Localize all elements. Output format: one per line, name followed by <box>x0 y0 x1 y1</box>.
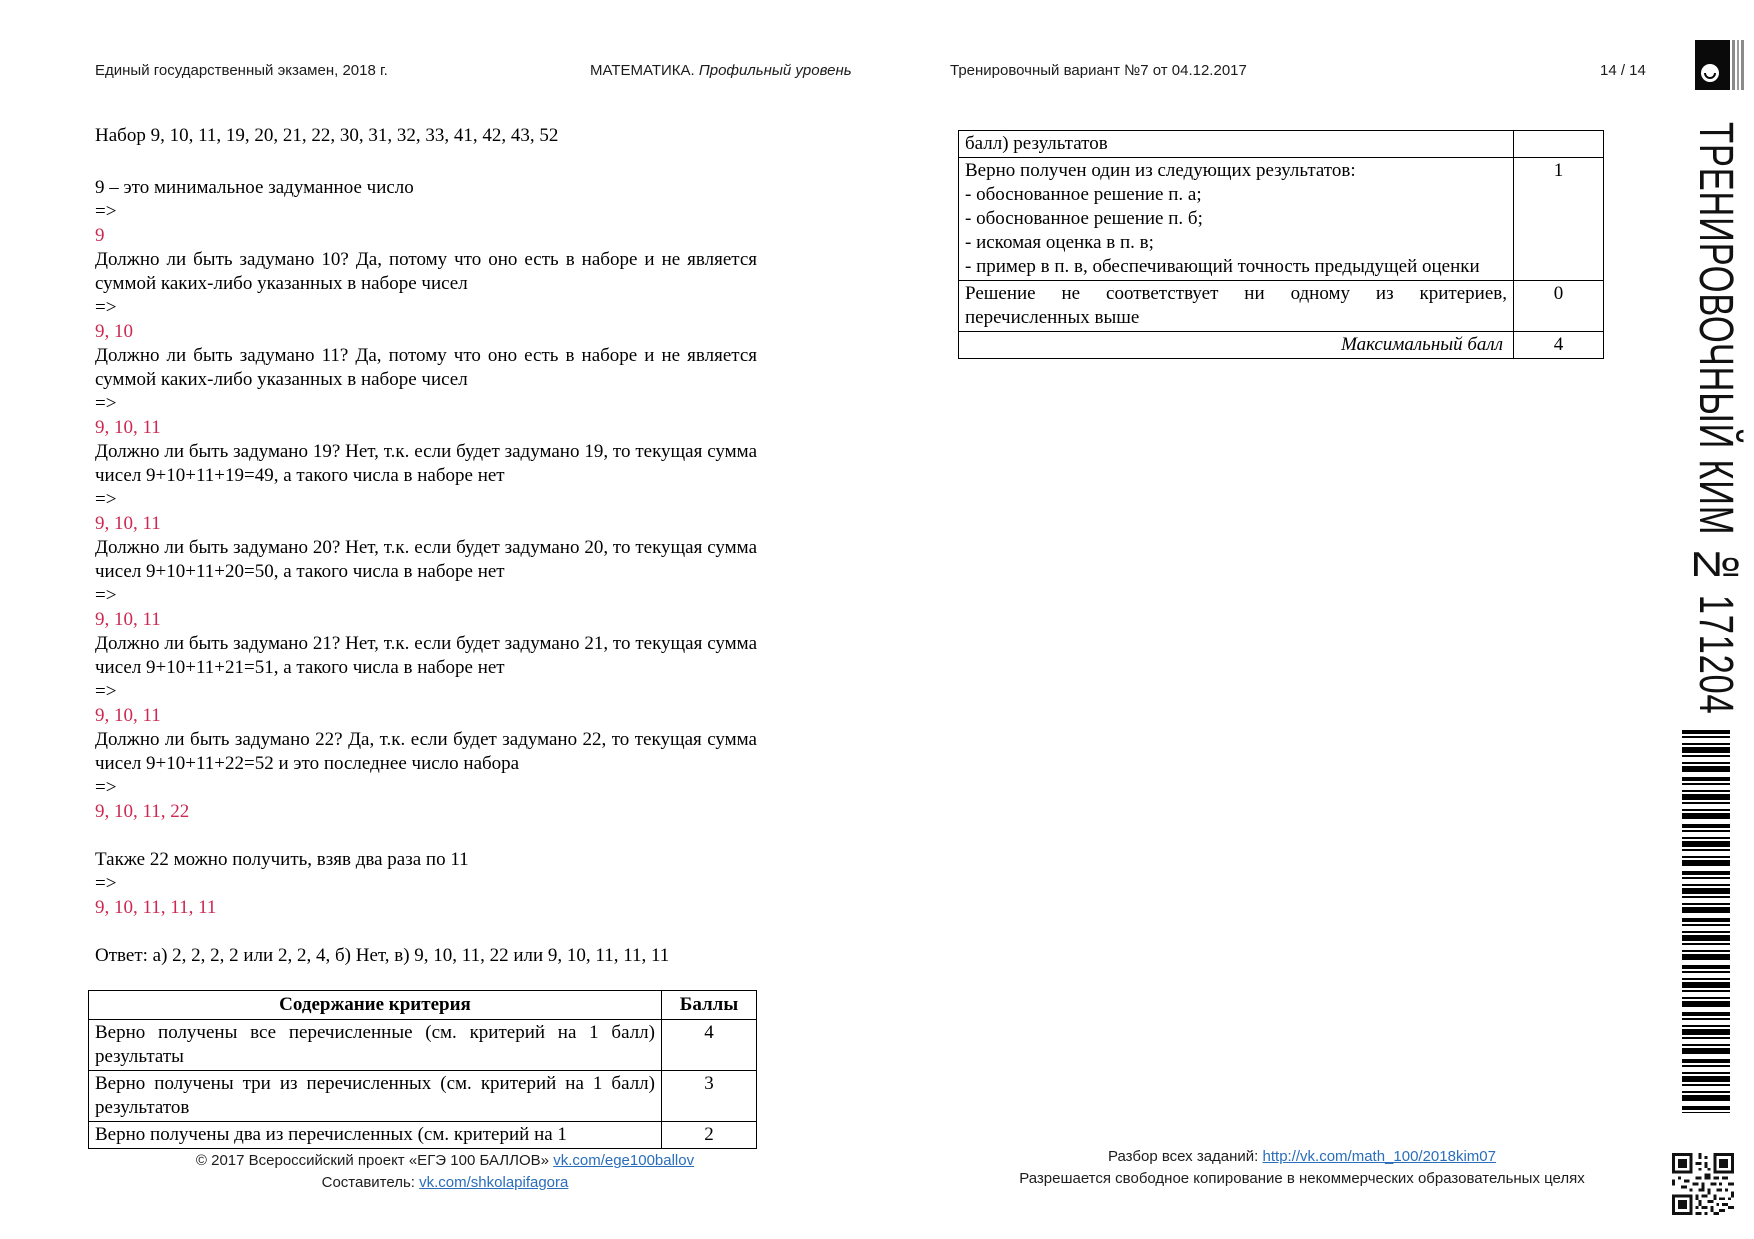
blank-line <box>95 824 757 848</box>
footer-copyright-line <box>110 1150 780 1172</box>
score-cell: 4 <box>662 1020 757 1071</box>
arrow-line: => <box>95 873 117 894</box>
criterion-cell: Верно получены три из перечисленных (см. критерий на 1 балл) результатов <box>89 1071 662 1122</box>
step-text: Должно ли быть задумано 10? Да, потому что оно есть в наборе и не является суммой каких-либо указанных в наборе чисел <box>95 249 757 294</box>
step-text: Должно ли быть задумано 19? Нет, т.к. если будет задумано 19, то текущая сумма чисел 9+10+11+19=49, а такого числа в наборе нет <box>95 441 757 486</box>
step-text: Должно ли быть задумано 21? Нет, т.к. если будет задумано 21, то текущая сумма чисел 9+10+11+21=51, а такого числа в наборе нет <box>95 633 757 678</box>
footer-left <box>110 1150 780 1194</box>
step-text: Должно ли быть задумано 22? Да, т.к. если будет задумано 22, то текущая сумма чисел 9+10+11+22=52 и это последнее число набора <box>95 729 757 774</box>
step-text: 9 – это минимальное задуманное число <box>95 177 414 198</box>
step-text: Должно ли быть задумано 20? Нет, т.к. если будет задумано 20, то текущая сумма чисел 9+10+11+20=50, а такого числа в наборе нет <box>95 537 757 582</box>
step-result: 9, 10, 11 <box>95 417 161 438</box>
footer-solutions-line <box>972 1146 1632 1168</box>
footer-group-link[interactable]: vk.com/ege100ballov <box>553 1152 695 1169</box>
table-row <box>89 1122 757 1149</box>
criteria-header-cell: Содержание критерия <box>89 991 662 1020</box>
criterion-line: - искомая оценка в п. в; <box>965 232 1154 253</box>
criterion-line: - обоснованное решение п. б; <box>965 208 1203 229</box>
score-cell: 3 <box>662 1071 757 1122</box>
arrow-line: => <box>95 489 117 510</box>
step-result: 9, 10, 11 <box>95 705 161 726</box>
criterion-line: - обоснованное решение п. а; <box>965 184 1202 205</box>
table-row <box>959 131 1604 158</box>
number-set-line: Набор 9, 10, 11, 19, 20, 21, 22, 30, 31, 32, 33, 41, 42, 43, 52 <box>95 125 559 146</box>
score-cell <box>1514 131 1604 158</box>
blank-line <box>95 920 757 944</box>
criteria-table-right <box>958 130 1604 359</box>
footer-solutions-text: Разбор всех заданий: <box>1108 1148 1263 1165</box>
header-subject-name: МАТЕМАТИКА. <box>590 62 695 79</box>
header-subject <box>590 62 852 79</box>
criteria-table-left <box>88 990 757 1149</box>
criterion-line: - пример в п. в, обеспечивающий точность предыдущей оценки <box>965 256 1480 277</box>
sidebar-vertical-label: ТРЕНИРОВОЧНЫЙ КИМ № 171204 <box>1689 122 1742 715</box>
footer-author-link[interactable]: vk.com/shkolapifagora <box>419 1174 569 1191</box>
arrow-line: => <box>95 585 117 606</box>
footer-solutions-link[interactable]: http://vk.com/math_100/2018kim07 <box>1262 1148 1496 1165</box>
table-row <box>89 1020 757 1071</box>
step-result: 9, 10, 11, 22 <box>95 801 190 822</box>
step-text: Также 22 можно получить, взяв два раза по 11 <box>95 849 469 870</box>
barcode <box>1682 730 1730 1113</box>
page-number: 14 / 14 <box>1600 62 1646 79</box>
score-cell: 1 <box>1514 158 1604 281</box>
table-row <box>89 1071 757 1122</box>
criterion-cell: балл) результатов <box>959 131 1514 158</box>
header-subject-level: Профильный уровень <box>694 62 852 79</box>
criterion-cell: Решение не соответствует ни одному из критериев, перечисленных выше <box>959 281 1514 332</box>
answer-line: Ответ: а) 2, 2, 2, 2 или 2, 2, 4, б) Нет, в) 9, 10, 11, 22 или 9, 10, 11, 11, 11 <box>95 945 670 966</box>
step-result: 9, 10, 11 <box>95 609 161 630</box>
table-header-row <box>89 991 757 1020</box>
step-text: Должно ли быть задумано 11? Да, потому что оно есть в наборе и не является суммой каких-либо указанных в наборе чисел <box>95 345 757 390</box>
solution-text-block <box>95 176 757 968</box>
header-variant: Тренировочный вариант №7 от 04.12.2017 <box>950 62 1247 79</box>
criterion-cell <box>959 158 1514 281</box>
criterion-line: Верно получен один из следующих результатов: <box>965 160 1356 181</box>
ege100ballov-logo-icon <box>1695 40 1745 95</box>
score-cell: 0 <box>1514 281 1604 332</box>
table-row <box>959 281 1604 332</box>
step-result: 9, 10 <box>95 321 133 342</box>
max-score-label-cell: Максимальный балл <box>959 332 1514 359</box>
footer-author-line <box>110 1172 780 1194</box>
table-row <box>959 158 1604 281</box>
qr-code <box>1672 1153 1734 1220</box>
footer-copyright-text: © 2017 Всероссийский проект «ЕГЭ 100 БАЛЛОВ» <box>195 1152 554 1169</box>
criterion-cell: Верно получены все перечисленные (см. критерий на 1 балл) результаты <box>89 1020 662 1071</box>
score-header-cell: Баллы <box>662 991 757 1020</box>
arrow-line: => <box>95 393 117 414</box>
arrow-line: => <box>95 777 117 798</box>
criterion-cell: Верно получены два из перечисленных (см. критерий на 1 <box>89 1122 662 1149</box>
step-result: 9 <box>95 225 105 246</box>
footer-license-line: Разрешается свободное копирование в некоммерческих образовательных целях <box>1019 1170 1585 1187</box>
score-cell: 4 <box>1514 332 1604 359</box>
step-result: 9, 10, 11, 11, 11 <box>95 897 217 918</box>
score-cell: 2 <box>662 1122 757 1149</box>
step-result: 9, 10, 11 <box>95 513 161 534</box>
arrow-line: => <box>95 681 117 702</box>
arrow-line: => <box>95 201 117 222</box>
table-row <box>959 332 1604 359</box>
arrow-line: => <box>95 297 117 318</box>
footer-right <box>972 1146 1632 1190</box>
footer-author-text: Составитель: <box>321 1174 420 1191</box>
header-exam-title: Единый государственный экзамен, 2018 г. <box>95 62 388 79</box>
